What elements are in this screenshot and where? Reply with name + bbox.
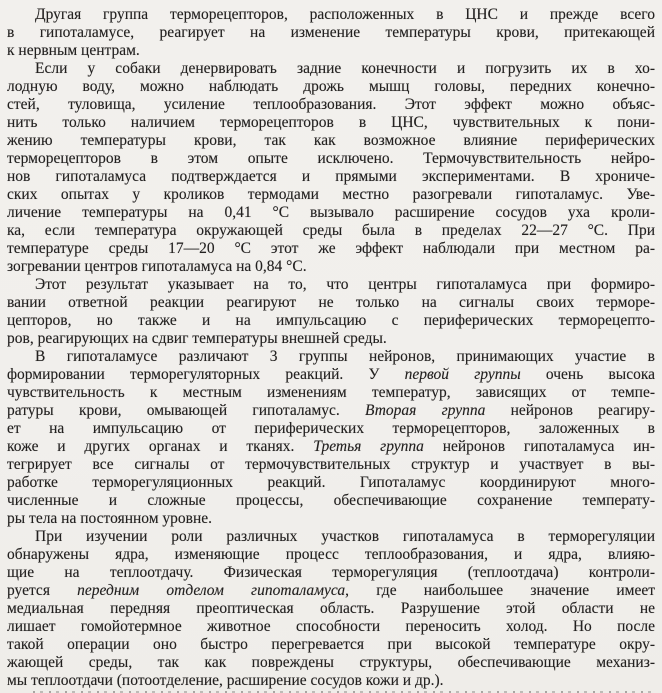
paragraph	[7, 6, 655, 60]
text-line: ка, если температура окружающей среды была в пределах 22—27 °С. При	[7, 222, 655, 239]
text-segment: руется	[7, 582, 78, 599]
text-line: такой операции оно быстро перегревается при высокой температуре окру-	[7, 636, 655, 653]
italic-term: первой группы	[404, 366, 521, 383]
text-line: лодную воду, можно наблюдать дрожь мышц головы, передних конечно-	[7, 78, 655, 95]
text-line: нить только наличием терморецепторов в ЦНС, чувствительных к пони-	[7, 114, 655, 131]
text-line: мы теплоотдачи (потоотделение, расширение сосудов кожи и др.).	[7, 672, 444, 689]
text-line: нов гипоталамуса подтверждается и прямыми экспериментами. В хрониче-	[7, 168, 655, 185]
text-segment: , где наибольшее значение имеет	[345, 582, 655, 599]
text-line	[7, 438, 655, 456]
paragraph	[7, 348, 655, 528]
text-line: к нервным центрам.	[7, 42, 140, 59]
text-line: щие на теплоотдачу. Физическая терморегуляция (теплоотдача) контроли-	[7, 564, 655, 581]
text-line: ров, реагирующих на сдвиг температуры внешней среды.	[7, 330, 387, 347]
text-line	[7, 402, 655, 420]
text-line: Этот результат указывает на то, что центры гипоталамуса при формиро-	[35, 276, 655, 293]
text-segment: формировании терморегуляторных реакций. У	[7, 366, 405, 383]
paragraph	[7, 60, 655, 276]
text-line: Если у собаки денервировать задние конечности и погрузить их в хо-	[35, 60, 655, 77]
text-line: жающей среды, так как повреждены структуры, обеспечивающие механиз-	[7, 654, 655, 671]
text-line: личение температуры на 0,41 °С вызывало расширение сосудов уха кроли-	[7, 204, 655, 221]
text-line: терморецепторов в этом опыте исключено. Термочувствительность нейро-	[7, 150, 655, 167]
text-segment: коже и других органах и тканях.	[7, 438, 314, 455]
text-line: тегрирует все сигналы от термочувствительных структур и участвует в вы-	[7, 456, 655, 473]
text-line: чувствительность к местным изменениям температур, зависящих от темпе-	[7, 384, 655, 401]
text-line: обнаружены ядра, изменяющие процесс теплообразования, и ядра, влияю-	[7, 546, 655, 563]
text-segment: нейронов гипоталамуса ин-	[423, 438, 655, 455]
text-line: температуре среды 17—20 °С этот же эффект наблюдали при местном ра-	[7, 240, 655, 257]
text-line: численные и сложные процессы, обеспечивающие сохранение температу-	[7, 492, 655, 509]
text-line: стей, туловища, усиление теплообразования. Этот эффект можно объяс-	[7, 96, 655, 113]
text-line: лишает гомойотермное животное способности переносить холод. Но после	[7, 618, 655, 635]
text-segment: нейронов реагиру-	[485, 402, 655, 419]
paragraph	[7, 276, 655, 348]
text-line: ет на импульсацию от периферических терморецепторов, заложенных в	[7, 420, 655, 437]
text-line	[7, 582, 655, 600]
italic-term: Вторая группа	[365, 402, 486, 419]
text-segment: очень высока	[520, 366, 655, 383]
text-line: Другая группа терморецепторов, расположенных в ЦНС и прежде всего	[35, 6, 655, 23]
text-line: работке терморегуляционных реакций. Гипоталамус координируют много-	[7, 474, 655, 491]
text-line: В гипоталамусе различают 3 группы нейронов, принимающих участие в	[35, 348, 655, 365]
text-line: медиальная передняя преоптическая область. Разрушение этой области не	[7, 600, 655, 617]
italic-term: передним отделом гипоталамуса	[77, 582, 346, 599]
text-line: вании ответной реакции реагируют не только на сигналы своих терморе-	[7, 294, 655, 311]
text-line: жению температуры крови, так как возможное влияние периферических	[7, 132, 655, 149]
text-segment: ратуры крови, омывающей гипоталамус.	[7, 402, 366, 419]
paragraph	[7, 528, 655, 690]
text-line: ских опытах у кроликов термодами местно разогревали гипоталамус. Уве-	[7, 186, 655, 203]
text-line	[7, 366, 655, 384]
text-line: При изучении роли различных участков гипоталамуса в терморегуляции	[35, 528, 655, 545]
italic-term: Третья группа	[313, 438, 424, 455]
text-line: зогревании центров гипоталамуса на 0,84 °С.	[7, 258, 307, 275]
text-line: в гипоталамусе, реагирует на изменение температуры крови, притекающей	[7, 24, 655, 41]
text-line: ры тела на постоянном уровне.	[7, 510, 213, 527]
text-line: цепторов, но также и на импульсацию с периферических терморецепто-	[7, 312, 655, 329]
